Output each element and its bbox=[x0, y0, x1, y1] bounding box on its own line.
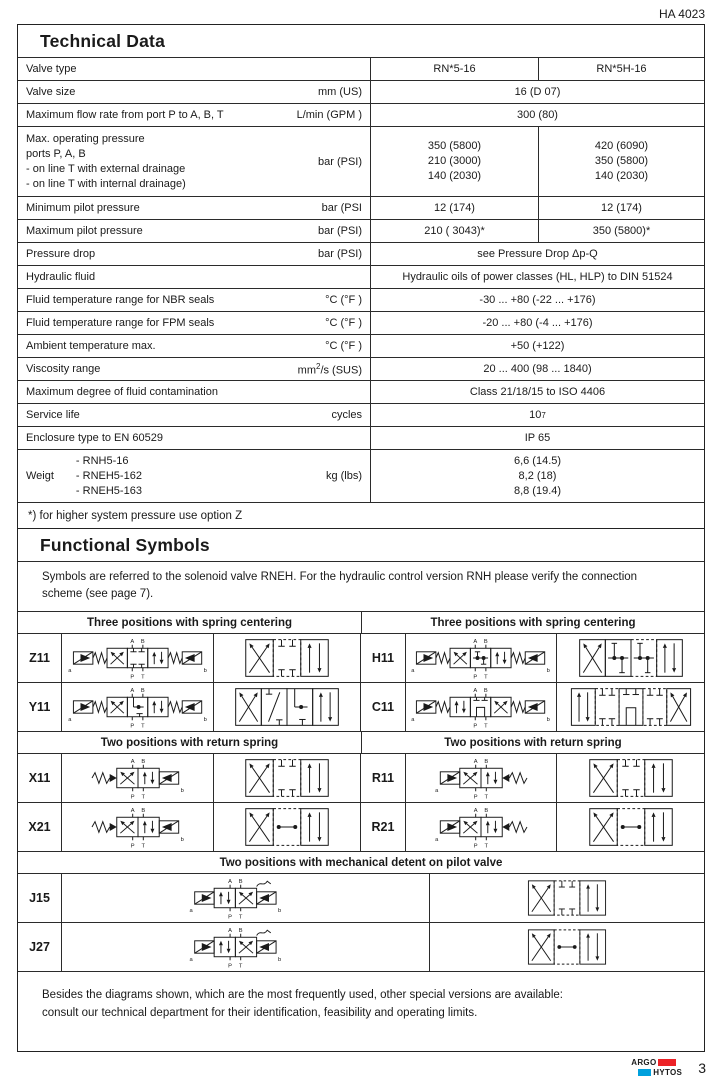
value-col-1: RN*5-16 bbox=[371, 58, 539, 80]
svg-text:B: B bbox=[140, 808, 145, 815]
bottom-note-line: Besides the diagrams shown, which are the most frequently used, other special versions are available: bbox=[42, 989, 563, 1002]
valve-detail-symbol-r11 bbox=[565, 756, 697, 800]
value-lines bbox=[514, 454, 561, 499]
svg-text:T: T bbox=[140, 723, 145, 730]
svg-text:a: a bbox=[189, 908, 193, 915]
row-label-cell bbox=[18, 266, 371, 288]
row-label-cell bbox=[18, 335, 371, 357]
svg-text:A: A bbox=[130, 759, 135, 766]
symbol-cell bbox=[62, 634, 214, 682]
row-label-cell bbox=[18, 450, 371, 502]
symbol-cell bbox=[214, 803, 361, 851]
symbol-code-z11: Z11 bbox=[18, 634, 62, 682]
value-line: 6,6 (14.5) bbox=[513, 454, 562, 467]
row-label: Pressure drop bbox=[26, 248, 96, 260]
row-label: Valve size bbox=[26, 86, 76, 98]
svg-text:T: T bbox=[238, 914, 242, 921]
svg-text:B: B bbox=[484, 808, 489, 815]
label-line: - on line T with internal drainage) bbox=[26, 177, 186, 190]
row-label-cell bbox=[18, 243, 371, 265]
symbol-cell bbox=[62, 683, 214, 731]
svg-text:a: a bbox=[67, 717, 71, 724]
symbol-row bbox=[18, 922, 704, 971]
value-span bbox=[371, 450, 704, 502]
svg-text:P: P bbox=[473, 794, 478, 801]
valve-detail-symbol-x21 bbox=[221, 805, 353, 849]
svg-text:A: A bbox=[130, 808, 135, 815]
row-label: Weigt bbox=[26, 470, 54, 482]
value-col-1: 210 ( 3043)* bbox=[371, 220, 539, 242]
header-three-positions-right: Three positions with spring centering bbox=[430, 617, 636, 630]
row-label-cell bbox=[18, 81, 371, 103]
row-label-cell bbox=[18, 312, 371, 334]
row-label-lines bbox=[26, 132, 186, 192]
value-span: 20 ... 400 (98 ... 1840) bbox=[483, 363, 592, 375]
svg-text:B: B bbox=[140, 759, 145, 766]
svg-text:B: B bbox=[484, 759, 489, 766]
symbol-cell bbox=[62, 874, 430, 922]
symbol-cell bbox=[557, 683, 704, 731]
symbol-cell bbox=[214, 634, 361, 682]
svg-text:A: A bbox=[227, 928, 232, 935]
value-col-2: 12 (174) bbox=[601, 202, 642, 214]
svg-text:b: b bbox=[546, 668, 550, 675]
svg-text:P: P bbox=[227, 914, 232, 921]
symbol-code-x11: X11 bbox=[18, 754, 62, 802]
svg-text:b: b bbox=[180, 837, 184, 844]
table-row bbox=[18, 403, 704, 426]
unit-suffix: /s (SUS) bbox=[320, 364, 362, 377]
svg-text:T: T bbox=[141, 794, 145, 801]
label-line: - on line T with external drainage bbox=[26, 162, 186, 175]
row-label: Maximum degree of fluid contamination bbox=[26, 386, 218, 398]
svg-text:a: a bbox=[411, 668, 415, 675]
symbols-header-row bbox=[18, 731, 704, 753]
valve-main-symbol-c11 bbox=[407, 684, 555, 730]
row-unit: L/min (GPM ) bbox=[296, 109, 362, 121]
symbol-row bbox=[18, 802, 704, 851]
row-label: Service life bbox=[26, 409, 80, 421]
row-unit: bar (PSI) bbox=[317, 225, 362, 237]
svg-text:A: A bbox=[227, 879, 232, 886]
row-label: Valve type bbox=[26, 63, 77, 75]
row-unit bbox=[298, 362, 362, 377]
logo-red-block bbox=[658, 1059, 676, 1066]
valve-detail-symbol-x11 bbox=[221, 756, 353, 800]
value-superscript: 7 bbox=[541, 410, 546, 420]
svg-text:A: A bbox=[473, 688, 478, 695]
svg-text:P: P bbox=[473, 723, 478, 730]
valve-detail-symbol-c11 bbox=[565, 685, 697, 729]
unit-superscript: 2 bbox=[315, 361, 321, 371]
table-row bbox=[18, 265, 704, 288]
value-span: +50 (+122) bbox=[510, 340, 565, 352]
symbol-cell bbox=[557, 634, 704, 682]
bottom-note-line: consult our technical department for their identification, feasibility and operating limits. bbox=[42, 1007, 478, 1020]
table-row bbox=[18, 380, 704, 403]
unit-prefix: mm bbox=[297, 364, 316, 377]
row-label: Viscosity range bbox=[26, 363, 101, 375]
value-col-2 bbox=[539, 127, 704, 196]
svg-text:B: B bbox=[140, 688, 145, 695]
symbol-code-r11: R11 bbox=[361, 754, 406, 802]
symbol-code-j27: J27 bbox=[18, 923, 62, 971]
row-label: Minimum pilot pressure bbox=[26, 202, 140, 214]
symbol-cell bbox=[557, 803, 704, 851]
svg-text:b: b bbox=[203, 668, 207, 675]
value-span: IP 65 bbox=[524, 432, 551, 444]
value-span: see Pressure Drop Δp-Q bbox=[477, 248, 598, 260]
svg-text:T: T bbox=[484, 674, 488, 681]
label-line: ports P, A, B bbox=[26, 147, 86, 160]
doc-code: HA 4023 bbox=[658, 7, 705, 21]
symbol-cell bbox=[62, 803, 214, 851]
row-unit: bar (PSI) bbox=[317, 248, 362, 260]
svg-text:A: A bbox=[473, 639, 478, 646]
row-unit: °C (°F ) bbox=[325, 317, 362, 329]
svg-text:T: T bbox=[484, 843, 489, 850]
table-row bbox=[18, 357, 704, 380]
row-unit: °C (°F ) bbox=[325, 340, 362, 352]
svg-text:B: B bbox=[483, 688, 488, 695]
row-label: Ambient temperature max. bbox=[26, 340, 156, 352]
symbol-cell bbox=[430, 874, 704, 922]
row-label: Enclosure type to EN 60529 bbox=[26, 432, 163, 444]
symbol-code-x21: X21 bbox=[18, 803, 62, 851]
symbols-header-row bbox=[18, 851, 704, 873]
symbol-cell bbox=[406, 803, 557, 851]
svg-text:P: P bbox=[130, 843, 135, 850]
page-number: 3 bbox=[698, 1059, 706, 1076]
svg-text:T: T bbox=[484, 794, 489, 801]
value-line: 140 (2030) bbox=[427, 170, 482, 182]
value-line: 350 (5800) bbox=[427, 140, 482, 152]
valve-detail-symbol-j27 bbox=[507, 926, 627, 968]
bottom-note bbox=[18, 971, 704, 1051]
svg-text:b: b bbox=[546, 717, 550, 724]
argo-hytos-logo bbox=[631, 1058, 682, 1077]
valve-main-symbol-j15 bbox=[171, 875, 321, 921]
row-sub-lines bbox=[76, 454, 320, 499]
value-col-1: 12 (174) bbox=[371, 197, 539, 219]
symbol-cell bbox=[62, 754, 214, 802]
svg-text:A: A bbox=[473, 759, 478, 766]
value-span: -30 ... +80 (-22 ... +176) bbox=[479, 294, 596, 306]
table-row bbox=[18, 426, 704, 449]
value-line: 420 (6090) bbox=[594, 140, 649, 152]
svg-text:a: a bbox=[435, 788, 439, 795]
symbol-cell bbox=[62, 923, 430, 971]
value-lines bbox=[428, 139, 481, 184]
footnote: *) for higher system pressure use option Z bbox=[18, 502, 704, 529]
row-label-cell bbox=[18, 404, 371, 426]
table-row bbox=[18, 196, 704, 219]
logo-row-bottom bbox=[638, 1068, 682, 1077]
row-label-cell bbox=[18, 58, 371, 80]
symbol-row bbox=[18, 873, 704, 922]
valve-main-symbol-h11 bbox=[407, 635, 555, 681]
svg-text:P: P bbox=[473, 674, 478, 681]
row-label-cell bbox=[18, 104, 371, 126]
logo-row-top bbox=[631, 1058, 682, 1067]
valve-detail-symbol-j15 bbox=[507, 877, 627, 919]
valve-main-symbol-r11 bbox=[407, 755, 555, 801]
svg-text:P: P bbox=[129, 723, 134, 730]
row-label-cell bbox=[18, 289, 371, 311]
technical-data-section bbox=[17, 24, 705, 530]
row-label: Hydraulic fluid bbox=[26, 271, 96, 283]
svg-text:A: A bbox=[129, 639, 134, 646]
value-col-1 bbox=[371, 127, 539, 196]
value-line: 140 (2030) bbox=[594, 170, 649, 182]
svg-text:a: a bbox=[67, 668, 71, 675]
row-unit: kg (lbs) bbox=[325, 470, 362, 482]
row-unit: bar (PSI) bbox=[317, 155, 362, 168]
symbol-code-h11: H11 bbox=[361, 634, 406, 682]
svg-text:P: P bbox=[473, 843, 478, 850]
svg-text:A: A bbox=[473, 808, 478, 815]
valve-main-symbol-y11 bbox=[64, 684, 212, 730]
row-unit: cycles bbox=[331, 409, 362, 421]
value-span: -20 ... +80 (-4 ... +176) bbox=[482, 317, 593, 329]
row-label: Maximum flow rate from port P to A, B, T bbox=[26, 109, 224, 121]
symbol-code-r21: R21 bbox=[361, 803, 406, 851]
sub-line: - RNEH5-162 bbox=[75, 469, 142, 482]
svg-text:A: A bbox=[129, 688, 134, 695]
functional-symbols-section bbox=[17, 528, 705, 1052]
sub-line: - RNEH5-163 bbox=[75, 484, 142, 497]
svg-text:T: T bbox=[141, 843, 145, 850]
row-label-cell bbox=[18, 127, 371, 196]
valve-detail-symbol-r21 bbox=[565, 805, 697, 849]
functional-symbols-note: Symbols are referred to the solenoid valve RNEH. For the hydraulic control version RNH please verify the connection scheme (see page 7). bbox=[18, 561, 704, 611]
value-span: Class 21/18/15 to ISO 4406 bbox=[469, 386, 606, 398]
symbol-cell bbox=[214, 754, 361, 802]
svg-text:T: T bbox=[238, 963, 242, 970]
table-row bbox=[18, 334, 704, 357]
value-span: 16 (D 07) bbox=[514, 86, 561, 98]
symbol-cell bbox=[406, 634, 557, 682]
row-unit: mm (US) bbox=[318, 86, 362, 98]
label-line: Max. operating pressure bbox=[26, 132, 145, 145]
symbol-cell bbox=[214, 683, 361, 731]
svg-text:b: b bbox=[180, 788, 184, 795]
symbol-row bbox=[18, 633, 704, 682]
value-line: 8,8 (19.4) bbox=[513, 484, 562, 497]
svg-text:b: b bbox=[203, 717, 207, 724]
valve-detail-symbol-z11 bbox=[221, 636, 353, 680]
svg-text:B: B bbox=[483, 639, 488, 646]
table-row bbox=[18, 242, 704, 265]
symbol-cell bbox=[430, 923, 704, 971]
row-label-cell bbox=[18, 381, 371, 403]
table-row bbox=[18, 449, 704, 502]
value-span: 300 (80) bbox=[517, 109, 558, 121]
valve-main-symbol-x21 bbox=[64, 804, 212, 850]
logo-blue-block bbox=[638, 1069, 651, 1076]
table-row bbox=[18, 103, 704, 126]
valve-main-symbol-r21 bbox=[407, 804, 555, 850]
svg-text:T: T bbox=[140, 674, 145, 681]
value-span: Hydraulic oils of power classes (HL, HLP) to DIN 51524 bbox=[402, 271, 673, 283]
value-lines bbox=[595, 139, 648, 184]
svg-text:a: a bbox=[189, 957, 193, 964]
page-footer bbox=[631, 1058, 706, 1077]
logo-text-hytos: HYTOS bbox=[653, 1068, 683, 1077]
symbol-code-y11: Y11 bbox=[18, 683, 62, 731]
valve-detail-symbol-h11 bbox=[565, 636, 697, 680]
svg-text:P: P bbox=[227, 963, 232, 970]
row-label: Fluid temperature range for FPM seals bbox=[26, 317, 215, 329]
svg-text:T: T bbox=[484, 723, 488, 730]
svg-text:B: B bbox=[238, 879, 243, 886]
header-two-positions-left: Two positions with return spring bbox=[18, 732, 362, 753]
symbol-row bbox=[18, 682, 704, 731]
symbol-cell bbox=[406, 683, 557, 731]
table-row bbox=[18, 57, 704, 80]
logo-text-argo: ARGO bbox=[631, 1058, 657, 1067]
value-prefix: 10 bbox=[529, 409, 542, 421]
svg-text:b: b bbox=[277, 957, 281, 964]
value-col-2: 350 (5800)* bbox=[592, 225, 651, 237]
functional-symbols-title: Functional Symbols bbox=[40, 535, 210, 555]
valve-main-symbol-x11 bbox=[64, 755, 212, 801]
valve-main-symbol-j27 bbox=[171, 924, 321, 970]
table-row bbox=[18, 126, 704, 196]
svg-text:a: a bbox=[435, 837, 439, 844]
svg-text:P: P bbox=[130, 794, 135, 801]
svg-text:B: B bbox=[238, 928, 243, 935]
svg-text:b: b bbox=[277, 908, 281, 915]
symbol-code-j15: J15 bbox=[18, 874, 62, 922]
table-row bbox=[18, 311, 704, 334]
svg-text:B: B bbox=[140, 639, 145, 646]
row-label-cell bbox=[18, 427, 371, 449]
value-span bbox=[371, 404, 704, 426]
row-label-cell bbox=[18, 197, 371, 219]
header-two-positions-right: Two positions with return spring bbox=[444, 737, 622, 750]
value-col-2: RN*5H-16 bbox=[596, 63, 647, 75]
header-three-positions-left: Three positions with spring centering bbox=[18, 612, 362, 633]
row-label-cell bbox=[18, 358, 371, 380]
row-label-cell bbox=[18, 220, 371, 242]
symbol-cell bbox=[406, 754, 557, 802]
row-unit: °C (°F ) bbox=[325, 294, 362, 306]
row-unit: bar (PSI bbox=[321, 202, 362, 214]
row-label: Fluid temperature range for NBR seals bbox=[26, 294, 215, 306]
symbol-row bbox=[18, 753, 704, 802]
table-row bbox=[18, 288, 704, 311]
svg-text:P: P bbox=[129, 674, 134, 681]
row-label: Maximum pilot pressure bbox=[26, 225, 143, 237]
symbols-header-row bbox=[18, 611, 704, 633]
svg-text:a: a bbox=[411, 717, 415, 724]
technical-data-title: Technical Data bbox=[40, 31, 166, 51]
header-detent: Two positions with mechanical detent on pilot valve bbox=[219, 857, 503, 870]
value-line: 8,2 (18) bbox=[518, 469, 557, 482]
valve-detail-symbol-y11 bbox=[221, 685, 353, 729]
table-row bbox=[18, 219, 704, 242]
symbol-cell bbox=[557, 754, 704, 802]
valve-main-symbol-z11 bbox=[64, 635, 212, 681]
sub-line: - RNH5-16 bbox=[75, 454, 129, 467]
value-line: 350 (5800) bbox=[594, 155, 649, 167]
table-row bbox=[18, 80, 704, 103]
symbol-code-c11: C11 bbox=[361, 683, 406, 731]
value-line: 210 (3000) bbox=[427, 155, 482, 167]
